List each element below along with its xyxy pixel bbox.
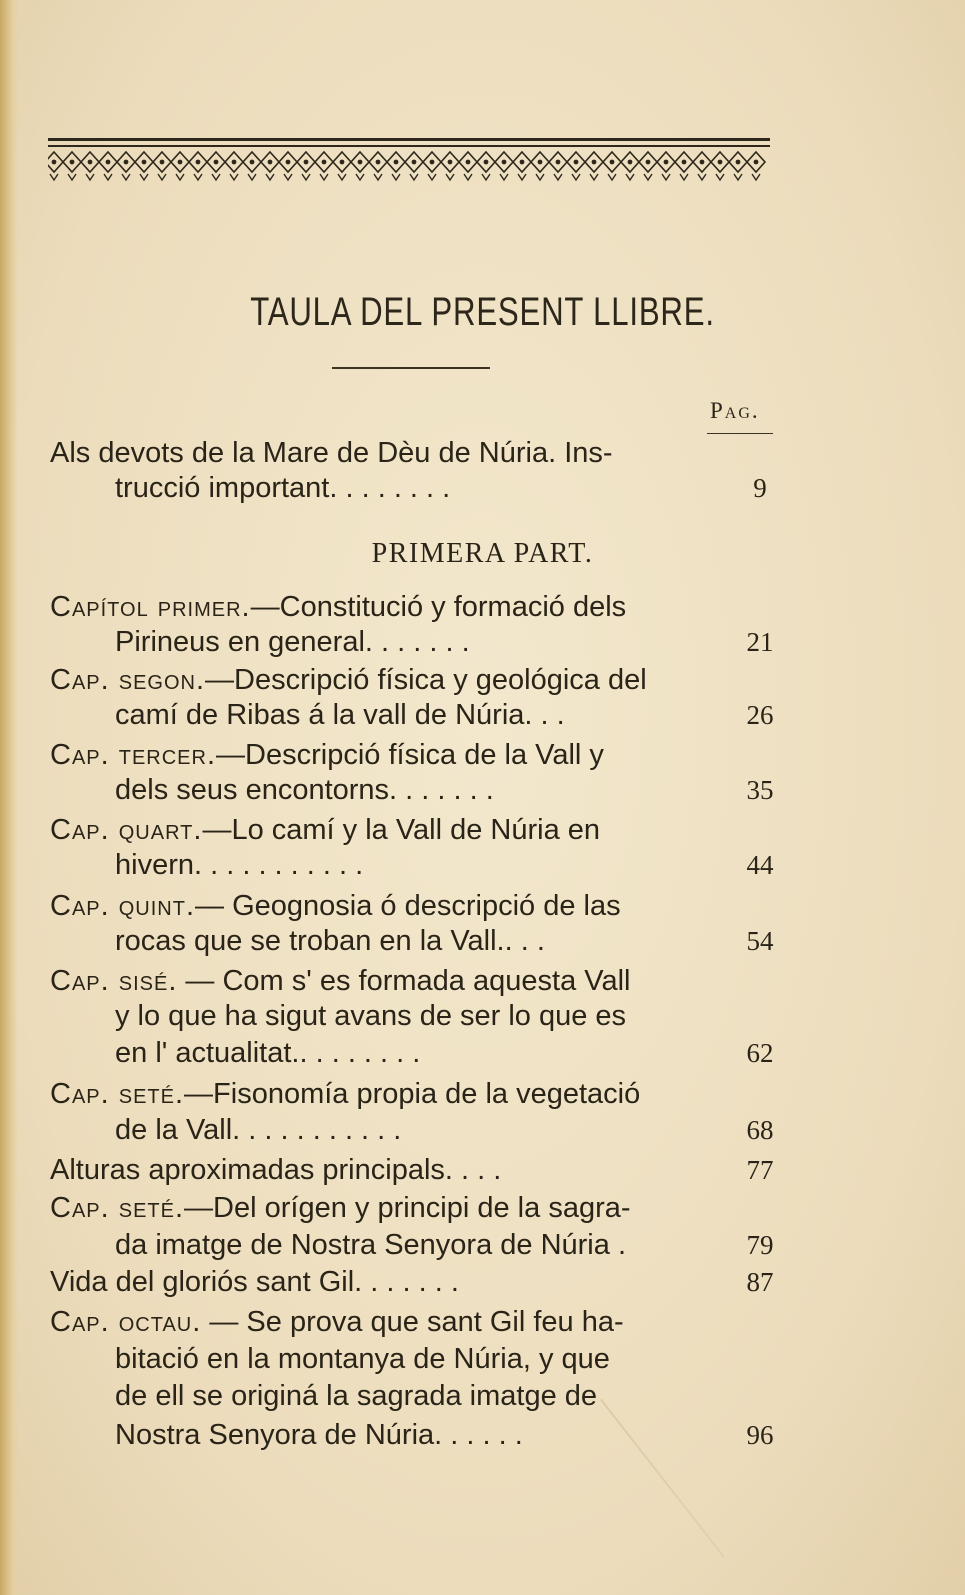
toc-entry-line: Cap. quint.— Geognosia ó descripció de las xyxy=(50,890,621,922)
paper-crease xyxy=(600,1399,725,1558)
toc-entry-line: Capítol primer.—Constitució y formació dels xyxy=(50,591,627,623)
toc-entry-line: Alturas aproximadas principals. . . . xyxy=(50,1154,502,1186)
toc-entry-line: de ell se originá la sagrada imatge de xyxy=(115,1380,598,1412)
toc-entry-line: Vida del gloriós sant Gil. . . . . . . xyxy=(50,1266,459,1298)
toc-entry-line: Cap. segon.—Descripció física y geológica del xyxy=(50,664,647,696)
page-column-label: Pag. xyxy=(710,398,760,423)
toc-page-number: 21 xyxy=(746,627,774,657)
toc-entry-line: camí de Ribas á la vall de Núria. . . xyxy=(115,699,565,731)
toc-entry-line: Als devots de la Mare de Dèu de Núria. Ins- xyxy=(50,437,613,469)
toc-page-number: 79 xyxy=(746,1230,774,1260)
toc-entry-line: Nostra Senyora de Núria. . . . . . xyxy=(115,1419,523,1451)
toc-entry-line: da imatge de Nostra Senyora de Núria . xyxy=(115,1229,626,1261)
toc-entry-line: Cap. octau. — Se prova que sant Gil feu ha- xyxy=(50,1306,624,1338)
toc-page-number: 26 xyxy=(746,700,774,730)
toc-page-number: 77 xyxy=(746,1155,774,1185)
toc-page-number: 96 xyxy=(746,1420,774,1450)
toc-entry-line: Cap. tercer.—Descripció física de la Vall y xyxy=(50,739,604,771)
toc-entry-line: en l' actualitat.. . . . . . . . xyxy=(115,1037,421,1069)
toc-entry-line: dels seus encontorns. . . . . . . xyxy=(115,774,494,806)
toc-entry-line: de la Vall. . . . . . . . . . . xyxy=(115,1114,402,1146)
page-title: TAULA DEL PRESENT LLIBRE. xyxy=(250,290,715,334)
toc-page-number: 54 xyxy=(746,926,774,956)
toc-page-number: 87 xyxy=(746,1267,774,1297)
toc-entry-line: bitació en la montanya de Núria, y que xyxy=(115,1343,610,1375)
section-heading: PRIMERA PART. xyxy=(371,538,594,569)
decorative-border-ornament xyxy=(48,136,770,182)
toc-page-number: 62 xyxy=(746,1038,774,1068)
page-column-rule xyxy=(707,433,773,434)
toc-entry-line: hivern. . . . . . . . . . . xyxy=(115,849,364,881)
toc-entry-line: Cap. sisé. — Com s' es formada aquesta Vall xyxy=(50,965,631,997)
toc-page-number: 44 xyxy=(746,850,774,880)
toc-entry-line: Cap. seté.—Fisonomía propia de la vegetació xyxy=(50,1078,641,1110)
toc-entry-line: y lo que ha sigut avans de ser lo que es xyxy=(115,1000,627,1032)
toc-page-number: 68 xyxy=(746,1115,774,1145)
toc-entry-line: Pirineus en general. . . . . . . xyxy=(115,626,470,658)
page-edge-shadow xyxy=(0,0,18,1595)
toc-entry-line: trucció important. . . . . . . . xyxy=(115,472,451,504)
toc-entry-line: Cap. seté.—Del orígen y principi de la sagra- xyxy=(50,1192,631,1224)
toc-page-number: 9 xyxy=(753,473,767,503)
toc-entry-line: Cap. quart.—Lo camí y la Vall de Núria en xyxy=(50,814,601,846)
toc-entry-line: rocas que se troban en la Vall.. . . xyxy=(115,925,545,957)
toc-page-number: 35 xyxy=(746,775,774,805)
title-rule xyxy=(332,367,490,369)
